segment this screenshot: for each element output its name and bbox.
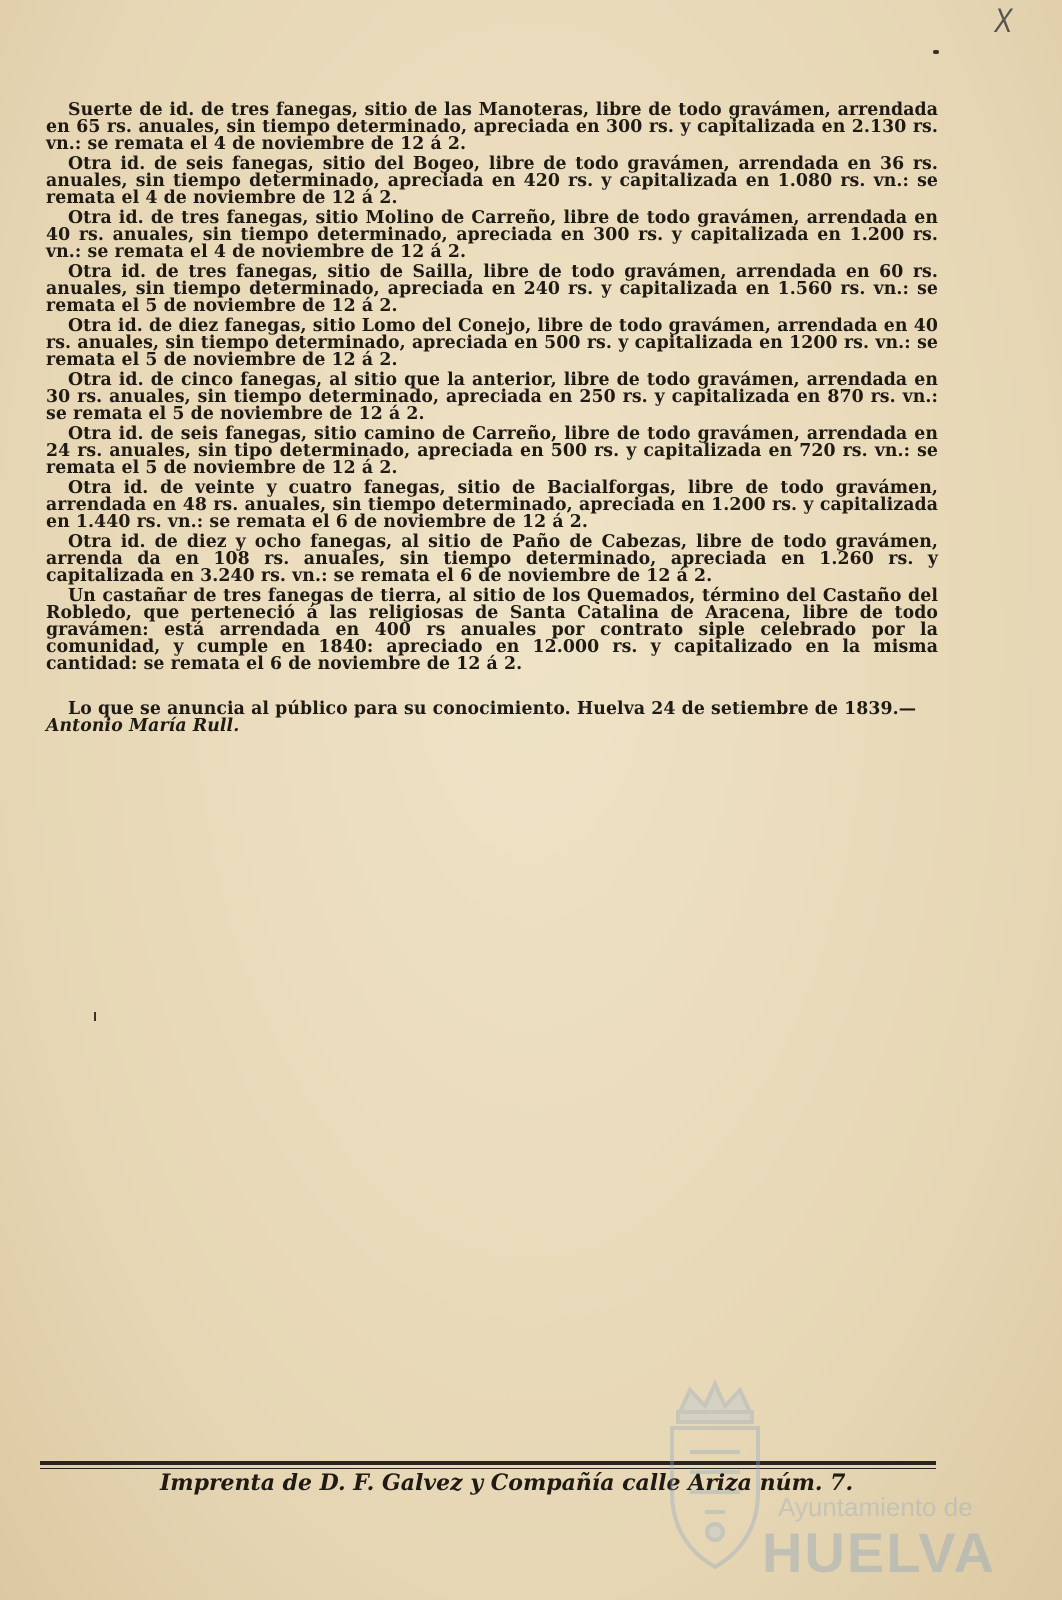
lot-paragraph: Otra id. de cinco fanegas, al sitio que la anterior, libre de todo gravámen, arrendada en 30 rs. anuales, sin tiempo determinado, apreciada en 250 rs. y capitalizada en 870 rs. vn.: se remata el 5 de noviembre de 12 á 2. bbox=[46, 370, 938, 424]
lot-paragraph: Otra id. de tres fanegas, sitio Molino de Carreño, libre de todo gravámen, arrendada en 40 rs. anuales, sin tiempo determinado, apreciada en 300 rs. y capitalizada en 1.200 rs. vn.: se remata el 4 de noviembre de 12 á 2. bbox=[46, 208, 938, 262]
watermark-line2: HUELVA bbox=[762, 1521, 996, 1584]
archive-watermark bbox=[650, 1372, 1010, 1592]
ink-tick bbox=[94, 1012, 96, 1021]
closing-statement bbox=[46, 701, 938, 735]
printer-imprint: Imprenta de D. F. Galvez y Compañía calle Ariza núm. 7. bbox=[160, 1470, 854, 1496]
lot-paragraph: Otra id. de tres fanegas, sitio de Sailla, libre de todo gravámen, arrendada en 60 rs. anuales, sin tiempo determinado, apreciada en 240 rs. y capitalizada en 1.560 rs. vn.: se remata el 5 de noviembre de 12 á 2. bbox=[46, 262, 938, 316]
lot-paragraph: Suerte de id. de tres fanegas, sitio de las Manoteras, libre de todo gravámen, arrendada en 65 rs. anuales, sin tiempo determinado, apreciada en 300 rs. y capitalizada en 2.130 rs. vn.: se remata el 4 de noviembre de 12 á 2. bbox=[46, 100, 938, 154]
corner-handwritten-mark: X bbox=[994, 2, 1013, 40]
lot-paragraph: Otra id. de veinte y cuatro fanegas, sitio de Bacialforgas, libre de todo gravámen, arrendada en 48 rs. anuales, sin tiempo determinado, apreciada en 1.200 rs. y capitalizada en 1.440 rs. vn.: se remata el 6 de noviembre de 12 á 2. bbox=[46, 478, 938, 532]
closing-text: Lo que se anuncia al público para su conocimiento. Huelva 24 de setiembre de 1839.— bbox=[68, 699, 917, 719]
signature: Antonio María Rull. bbox=[46, 716, 240, 736]
lot-paragraph: Otra id. de seis fanegas, sitio camino de Carreño, libre de todo gravámen, arrendada en 24 rs. anuales, sin tipo determinado, apreciada en 500 rs. y capitalizada en 720 rs. vn.: se remata el 5 de noviembre de 12 á 2. bbox=[46, 424, 938, 478]
lot-paragraph: Otra id. de seis fanegas, sitio del Bogeo, libre de todo gravámen, arrendada en 36 rs. anuales, sin tiempo determinado, apreciada en 420 rs. y capitalizada en 1.080 rs. vn.: se remata el 4 de noviembre de 12 á 2. bbox=[46, 154, 938, 208]
watermark-line1: Ayuntamiento de bbox=[778, 1492, 973, 1522]
lot-paragraph: Un castañar de tres fanegas de tierra, al sitio de los Quemados, término del Castaño del Robledo, que perteneció á las religiosas de Santa Catalina de Aracena, libre de todo gravámen: está arrendada en 400 rs anuales por contrato siple celebrado por la comunidad, y cumple en 1840: apreciado en 12.000 rs. y capitalizado en la misma cantidad: se remata el 6 de noviembre de 12 á 2. bbox=[46, 586, 938, 674]
lot-paragraph: Otra id. de diez y ocho fanegas, al sitio de Paño de Cabezas, libre de todo gravámen, arrenda da en 108 rs. anuales, sin tiempo determinado, apreciada en 1.260 rs. y capitalizada en 3.240 rs. vn.: se remata el 6 de noviembre de 12 á 2. bbox=[46, 532, 938, 586]
notice-body bbox=[46, 102, 938, 738]
ink-speck bbox=[933, 50, 939, 54]
lot-paragraph: Otra id. de diez fanegas, sitio Lomo del Conejo, libre de todo gravámen, arrendada en 40 rs. anuales, sin tiempo determinado, apreciada en 500 rs. y capitalizada en 1200 rs. vn.: se remata el 5 de noviembre de 12 á 2. bbox=[46, 316, 938, 370]
city-crest-icon bbox=[650, 1372, 780, 1582]
